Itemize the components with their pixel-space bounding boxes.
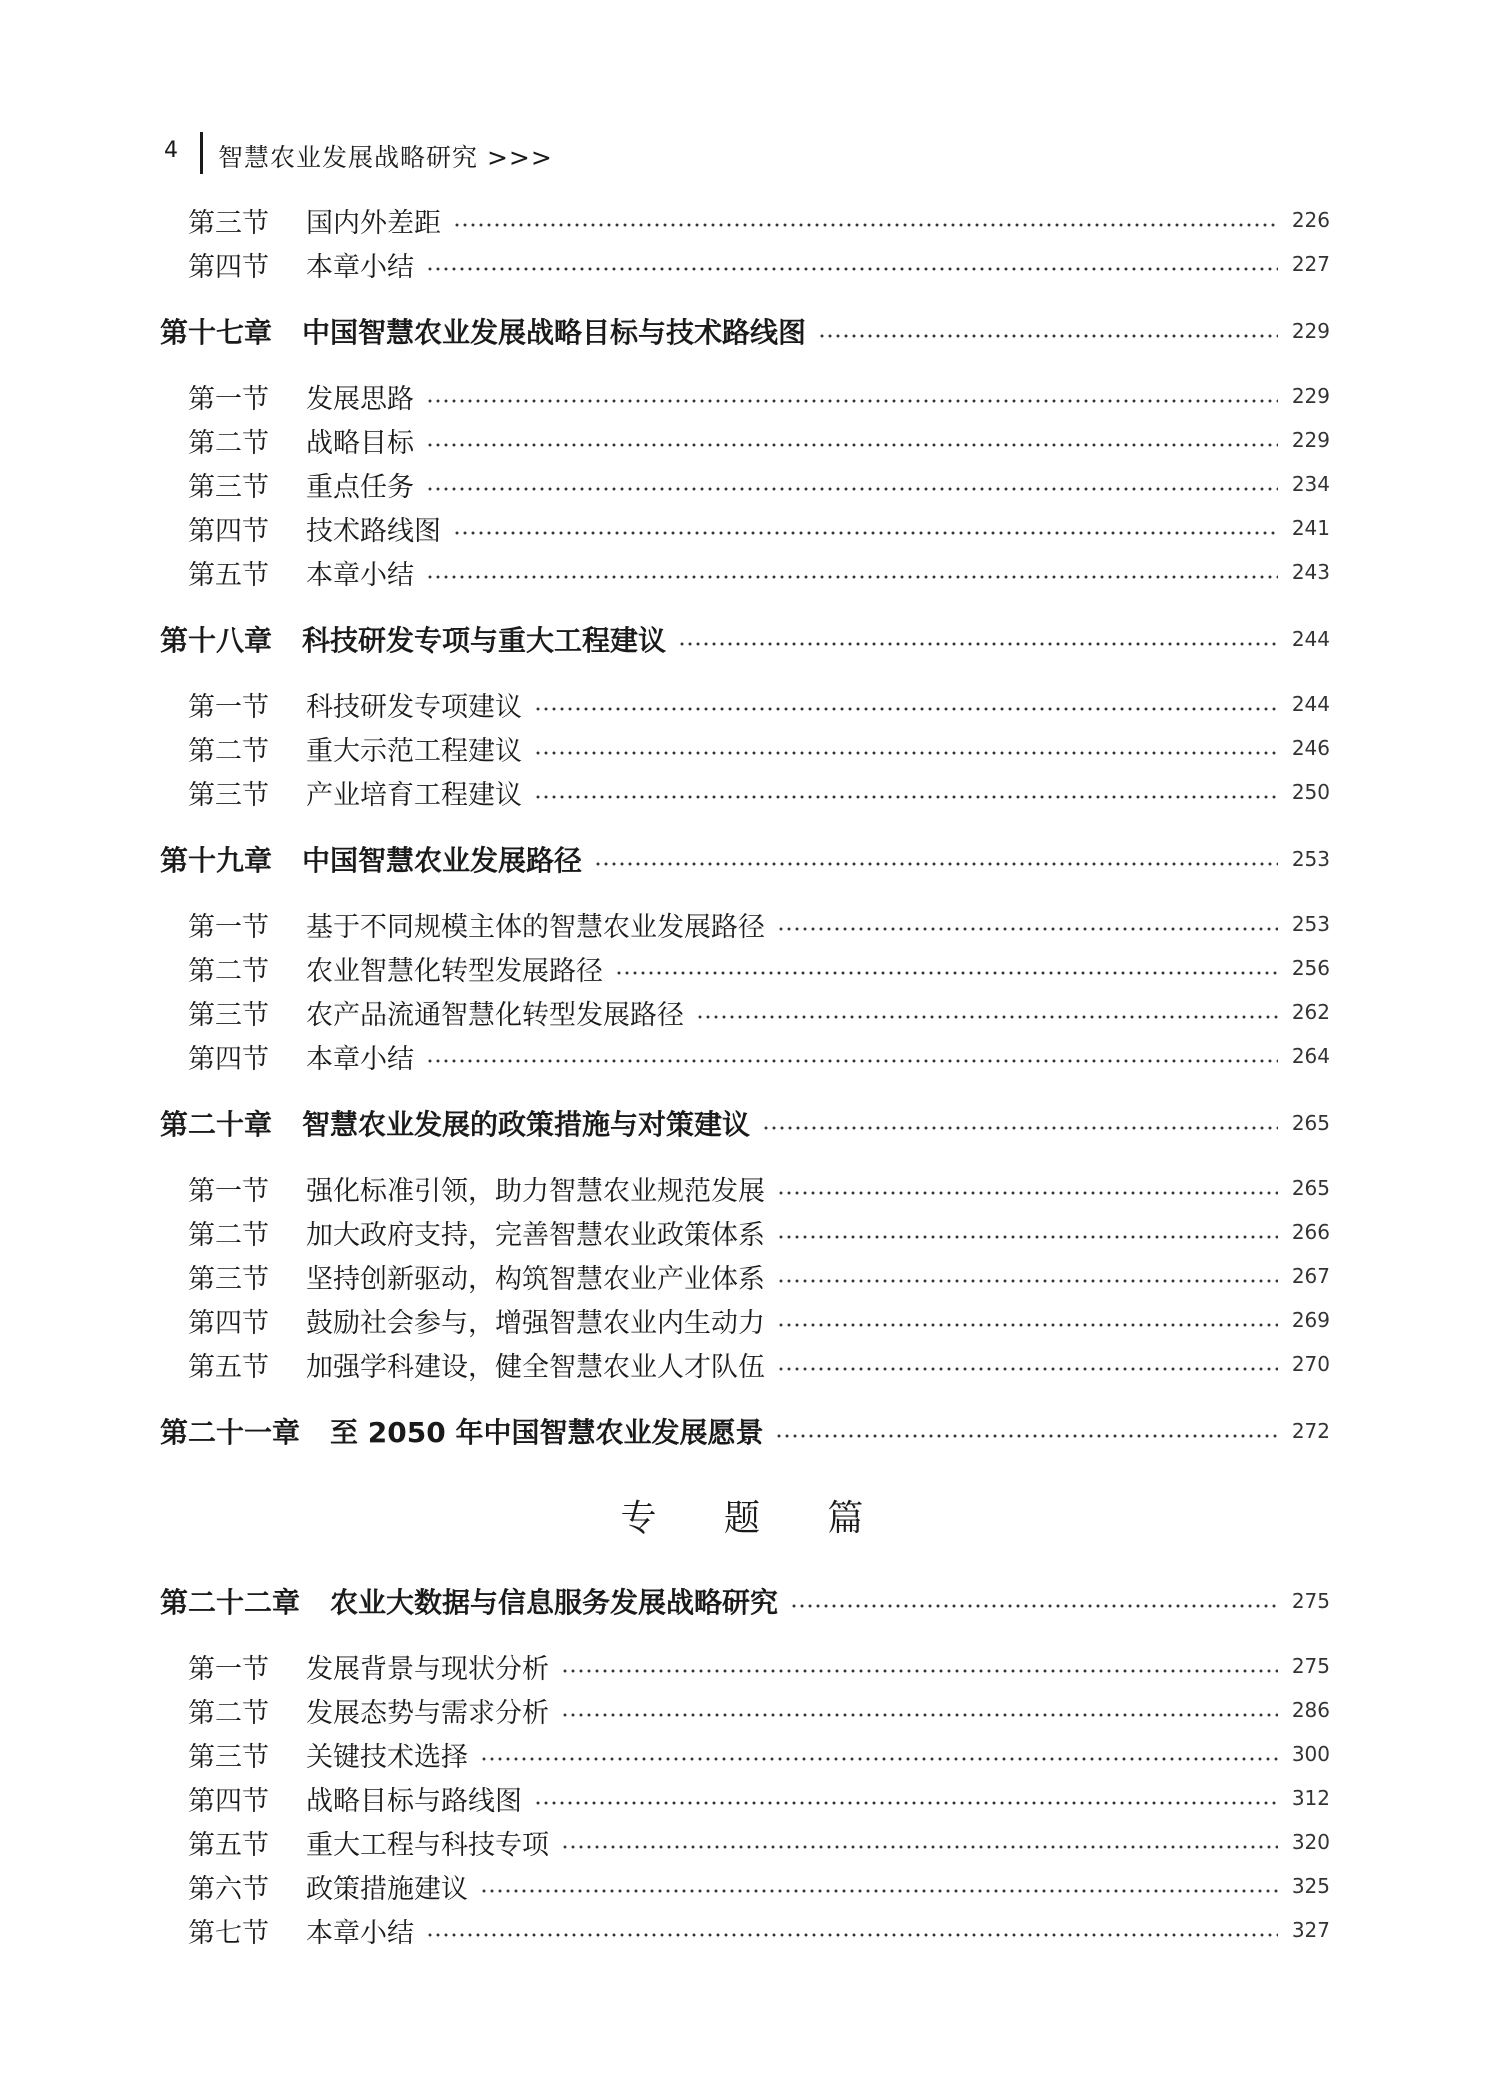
toc-page-number: 241 — [1291, 516, 1330, 540]
dot-leader — [426, 574, 1278, 580]
toc-entry-title: 至 2050 年中国智慧农业发展愿景 — [330, 1416, 764, 1449]
toc-chapter-row[interactable] — [160, 311, 1330, 351]
page-number: 4 — [164, 138, 178, 163]
toc-entry-label: 第三节 — [188, 207, 269, 239]
toc-entry-title: 鼓励社会参与，增强智慧农业内生动力 — [306, 1307, 765, 1339]
dot-leader — [561, 1668, 1278, 1674]
toc-section-row[interactable] — [160, 772, 1330, 812]
toc-entry-label: 第四节 — [188, 251, 269, 283]
toc-entry-title: 本章小结 — [306, 1043, 414, 1075]
toc-entry-title: 重大示范工程建议 — [306, 735, 522, 767]
toc-entry-label: 第四节 — [188, 1785, 269, 1817]
toc-section-row[interactable] — [160, 1344, 1330, 1384]
toc-entry-label: 第一节 — [188, 1653, 269, 1685]
toc-page-number: 320 — [1291, 1830, 1330, 1854]
dot-leader — [534, 794, 1278, 800]
dot-leader — [762, 1125, 1278, 1131]
toc-section-row[interactable] — [160, 552, 1330, 592]
toc-page-number: 227 — [1291, 252, 1330, 276]
toc-chapter-row[interactable] — [160, 1411, 1330, 1451]
toc-section-row[interactable] — [160, 464, 1330, 504]
dot-leader — [594, 861, 1278, 867]
dot-leader — [561, 1712, 1278, 1718]
toc-section-row[interactable] — [160, 904, 1330, 944]
toc-page-number: 264 — [1291, 1044, 1330, 1068]
dot-leader — [615, 970, 1278, 976]
toc-section-row[interactable] — [160, 1646, 1330, 1686]
toc-entry-label: 第四节 — [188, 1307, 269, 1339]
toc-section-row[interactable] — [160, 1036, 1330, 1076]
toc-page-number: 229 — [1291, 384, 1330, 408]
toc-entry-label: 第二节 — [188, 1697, 269, 1729]
toc-section-row[interactable] — [160, 200, 1330, 240]
dot-leader — [696, 1014, 1278, 1020]
toc-page-number: 300 — [1291, 1742, 1330, 1766]
dot-leader — [426, 1932, 1278, 1938]
toc-page-number: 270 — [1291, 1352, 1330, 1376]
toc-entry-title: 战略目标与路线图 — [306, 1785, 522, 1817]
toc-entry-label: 第二节 — [188, 427, 269, 459]
toc-entry-title: 科技研发专项建议 — [306, 691, 522, 723]
dot-leader — [790, 1603, 1278, 1609]
toc-page-number: 265 — [1291, 1176, 1330, 1200]
toc-entry-title: 重点任务 — [306, 471, 414, 503]
toc-page-number: 246 — [1291, 736, 1330, 760]
toc-entry-title: 中国智慧农业发展战略目标与技术路线图 — [302, 316, 807, 349]
toc-entry-title: 发展思路 — [306, 383, 414, 415]
toc-section-row[interactable] — [160, 1168, 1330, 1208]
toc-section-row[interactable] — [160, 948, 1330, 988]
toc-entry-title: 农业智慧化转型发展路径 — [306, 955, 603, 987]
toc-entry-title: 加强学科建设，健全智慧农业人才队伍 — [306, 1351, 765, 1383]
dot-leader — [480, 1888, 1278, 1894]
toc-page-number: 269 — [1291, 1308, 1330, 1332]
toc-page-number: 226 — [1291, 208, 1330, 232]
toc-entry-title: 加大政府支持，完善智慧农业政策体系 — [306, 1219, 765, 1251]
toc-entry-label: 第三节 — [188, 779, 269, 811]
toc-section-row[interactable] — [160, 1866, 1330, 1906]
toc-entry-label: 第五节 — [188, 1829, 269, 1861]
toc-entry-title: 农产品流通智慧化转型发展路径 — [306, 999, 684, 1031]
toc-entry-title: 农业大数据与信息服务发展战略研究 — [330, 1586, 779, 1619]
toc-page-number: 266 — [1291, 1220, 1330, 1244]
dot-leader — [453, 222, 1278, 228]
toc-section-row[interactable] — [160, 508, 1330, 548]
toc-entry-label: 第五节 — [188, 1351, 269, 1383]
toc-section-row[interactable] — [160, 1910, 1330, 1950]
toc-entry-title: 战略目标 — [306, 427, 414, 459]
toc-chapter-row[interactable] — [160, 839, 1330, 879]
toc-section-row[interactable] — [160, 1690, 1330, 1730]
dot-leader — [561, 1844, 1278, 1850]
toc-entry-label: 第一节 — [188, 383, 269, 415]
toc-entry-label: 第三节 — [188, 1263, 269, 1295]
toc-section-row[interactable] — [160, 684, 1330, 724]
toc-page-number: 253 — [1291, 912, 1330, 936]
dot-leader — [426, 442, 1278, 448]
toc-entry-label: 第一节 — [188, 911, 269, 943]
toc-page-number: 243 — [1291, 560, 1330, 584]
toc-entry-title: 产业培育工程建议 — [306, 779, 522, 811]
toc-page-number: 312 — [1291, 1786, 1330, 1810]
toc-entry-label: 第六节 — [188, 1873, 269, 1905]
dot-leader — [777, 1190, 1278, 1196]
toc-page-number: 267 — [1291, 1264, 1330, 1288]
toc-entry-label: 第三节 — [188, 1741, 269, 1773]
toc-entry-label: 第一节 — [188, 1175, 269, 1207]
toc-entry-title: 发展态势与需求分析 — [306, 1697, 549, 1729]
dot-leader — [678, 641, 1278, 647]
dot-leader — [534, 706, 1278, 712]
toc-entry-title: 政策措施建议 — [306, 1873, 468, 1905]
toc-entry-label: 第十八章 — [160, 624, 273, 657]
toc-entry-label: 第一节 — [188, 691, 269, 723]
toc-page-number: 229 — [1291, 319, 1330, 343]
toc-chapter-row[interactable] — [160, 619, 1330, 659]
dot-leader — [426, 398, 1278, 404]
toc-page-number: 265 — [1291, 1111, 1330, 1135]
dot-leader — [777, 1278, 1278, 1284]
dot-leader — [777, 1366, 1278, 1372]
toc-entry-label: 第三节 — [188, 471, 269, 503]
toc-section-row[interactable] — [160, 1212, 1330, 1252]
dot-leader — [534, 750, 1278, 756]
toc-entry-title: 技术路线图 — [306, 515, 441, 547]
toc-section-row[interactable] — [160, 1734, 1330, 1774]
toc-section-row[interactable] — [160, 728, 1330, 768]
toc-page-number: 244 — [1291, 627, 1330, 651]
dot-leader — [480, 1756, 1278, 1762]
toc-entry-label: 第七节 — [188, 1917, 269, 1949]
toc-entry-title: 基于不同规模主体的智慧农业发展路径 — [306, 911, 765, 943]
toc-section-row[interactable] — [160, 1778, 1330, 1818]
dot-leader — [426, 266, 1278, 272]
toc-entry-label: 第四节 — [188, 515, 269, 547]
toc-chapter-row[interactable] — [160, 1103, 1330, 1143]
toc-page-number: 262 — [1291, 1000, 1330, 1024]
dot-leader — [534, 1800, 1278, 1806]
dot-leader — [777, 926, 1278, 932]
toc-entry-title: 科技研发专项与重大工程建议 — [302, 624, 667, 657]
toc-entry-label: 第四节 — [188, 1043, 269, 1075]
toc-page-number: 250 — [1291, 780, 1330, 804]
toc-section-row[interactable] — [160, 376, 1330, 416]
toc-entry-label: 第十七章 — [160, 316, 273, 349]
toc-page-number: 327 — [1291, 1918, 1330, 1942]
toc-entry-title: 国内外差距 — [306, 207, 441, 239]
toc-entry-title: 本章小结 — [306, 559, 414, 591]
toc-chapter-row[interactable] — [160, 1581, 1330, 1621]
toc-section-row[interactable] — [160, 1256, 1330, 1296]
toc-page-number: 256 — [1291, 956, 1330, 980]
toc-page-number: 229 — [1291, 428, 1330, 452]
toc-entry-title: 本章小结 — [306, 251, 414, 283]
toc-entry-label: 第二十二章 — [160, 1586, 301, 1619]
dot-leader — [426, 486, 1278, 492]
toc-page-number: 244 — [1291, 692, 1330, 716]
toc-page-number: 275 — [1291, 1589, 1330, 1613]
toc-page-number: 286 — [1291, 1698, 1330, 1722]
toc-entry-title: 坚持创新驱动，构筑智慧农业产业体系 — [306, 1263, 765, 1295]
dot-leader — [453, 530, 1278, 536]
dot-leader — [426, 1058, 1278, 1064]
toc-entry-title: 关键技术选择 — [306, 1741, 468, 1773]
toc-section-row[interactable] — [160, 1822, 1330, 1862]
dot-leader — [777, 1322, 1278, 1328]
toc-entry-label: 第二节 — [188, 955, 269, 987]
toc-entry-title: 发展背景与现状分析 — [306, 1653, 549, 1685]
toc-entry-label: 第二十一章 — [160, 1416, 301, 1449]
toc-entry-label: 第五节 — [188, 559, 269, 591]
toc-entry-label: 第二十章 — [160, 1108, 273, 1141]
toc-section-row[interactable] — [160, 1300, 1330, 1340]
header-divider — [200, 132, 203, 174]
toc-entry-label: 第十九章 — [160, 844, 273, 877]
toc-page-number: 234 — [1291, 472, 1330, 496]
toc-page-number: 253 — [1291, 847, 1330, 871]
toc-section-row[interactable] — [160, 992, 1330, 1032]
toc-entry-label: 第三节 — [188, 999, 269, 1031]
toc-page-number: 272 — [1291, 1419, 1330, 1443]
dot-leader — [775, 1433, 1278, 1439]
part-heading: 专 题 篇 — [620, 1498, 892, 1539]
toc-entry-title: 中国智慧农业发展路径 — [302, 844, 583, 877]
toc-entry-title: 重大工程与科技专项 — [306, 1829, 549, 1861]
toc-entry-title: 本章小结 — [306, 1917, 414, 1949]
toc-section-row[interactable] — [160, 244, 1330, 284]
toc-entry-title: 强化标准引领，助力智慧农业规范发展 — [306, 1175, 765, 1207]
toc-entry-label: 第二节 — [188, 735, 269, 767]
dot-leader — [818, 333, 1278, 339]
running-header — [0, 136, 1512, 176]
dot-leader — [777, 1234, 1278, 1240]
toc-section-row[interactable] — [160, 420, 1330, 460]
toc-entry-label: 第二节 — [188, 1219, 269, 1251]
toc-page-number: 275 — [1291, 1654, 1330, 1678]
running-title: 智慧农业发展战略研究 >>> — [218, 143, 553, 172]
toc-entry-title: 智慧农业发展的政策措施与对策建议 — [302, 1108, 751, 1141]
toc-page-number: 325 — [1291, 1874, 1330, 1898]
